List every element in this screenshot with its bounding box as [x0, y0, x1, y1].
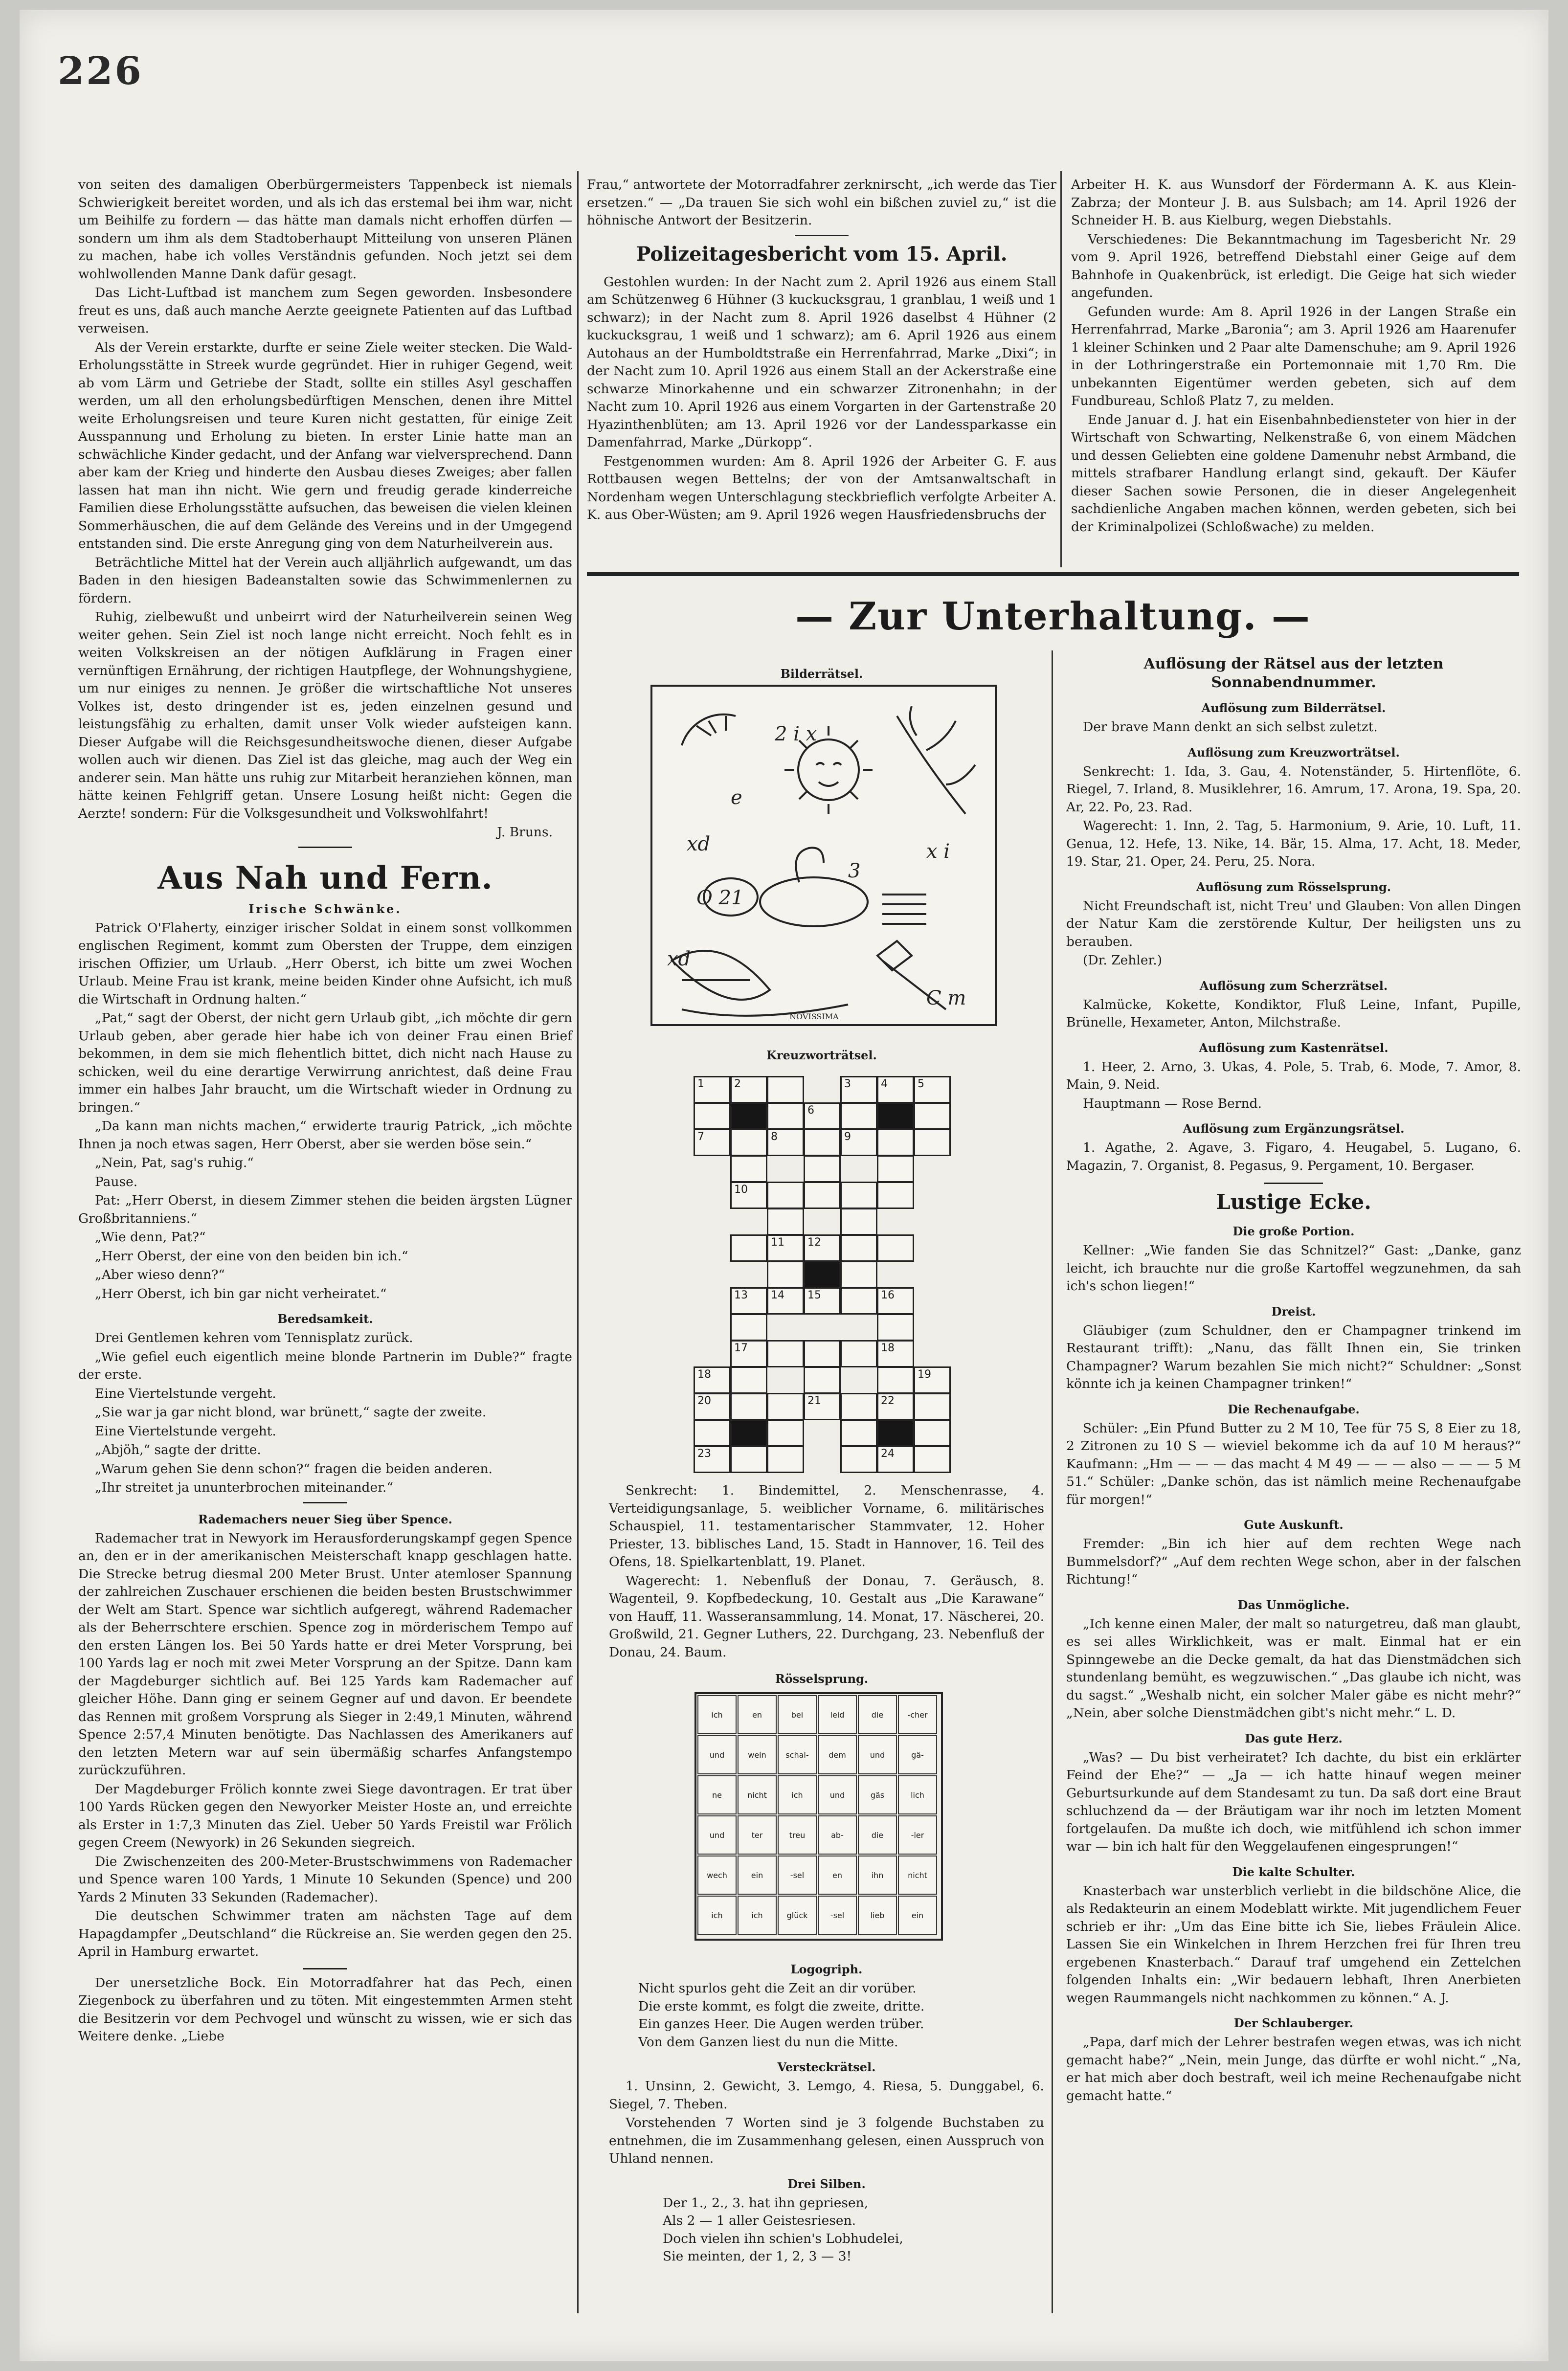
heading-aus-nah-und-fern: Aus Nah und Fern. — [157, 859, 493, 896]
versteck-hint: Vorstehenden 7 Worten sind je 3 folgende Buchstaben zu entnehmen, die im Zusammenhang gelesen, einen Ausspruch von Uhland nennen. — [609, 2115, 1044, 2166]
crossword-cell — [914, 1129, 951, 1156]
crossword-number: 14 — [771, 1289, 784, 1301]
crossword-cell — [877, 1182, 914, 1209]
crossword-number: 17 — [734, 1342, 748, 1354]
crossword-number: 6 — [807, 1104, 814, 1117]
solutions-list — [1066, 700, 1521, 1175]
beredsamkeit-paragraph: „Abjöh,“ sagte der dritte. — [95, 1442, 261, 1457]
roessel-cell: leid — [818, 1695, 857, 1734]
crossword-cell — [730, 1129, 767, 1156]
roessel-cell: glück — [778, 1896, 817, 1935]
joke-title: Dreist. — [1271, 1304, 1316, 1319]
crossword-cell — [694, 1076, 731, 1103]
rademacher-paragraph: Rademacher trat in Newyork im Herausforderungskampf gegen Spence an, den er in der amerikanischen Meisterschaft knapp geschlagen hatte. Die Strecke betrug diesmal 200 Meter Brust. Unter atemloser Spannung der zahlreichen Zuschauer erschienen die beiden besten Brustschwimmer der Welt am Start. Spence war sichtlich aufgeregt, während Rademacher als der Beherrschtere erschien. Spence zog in mörderischem Tempo auf den ersten Längen los. Bei 50 Yards hatte er drei Meter Vorsprung, bei 100 Yards lag er noch mit zwei Meter Vorsprung an der Spitze. Dann kam der Magdeburger sichtlich auf. Bei 125 Yards kam Rademacher auf gleicher Höhe. Dann ging er seinem Gegner auf und davon. Er beendete das Rennen mit großem Vorsprung als Sieger in 2:49,1 Minuten, während Spence 2:57,4 Minuten benötigte. Das Nachlassen des Amerikaners auf den letzten Metern war auf sein übermäßig scharfes Anfangstempo zurückzuführen. — [78, 1530, 572, 1778]
joke-title: Die kalte Schulter. — [1232, 1864, 1355, 1879]
crossword-cell — [767, 1446, 804, 1473]
crossword-cell — [804, 1182, 841, 1209]
crossword-number: 12 — [807, 1236, 821, 1249]
irish-paragraph: Patrick O'Flaherty, einziger irischer Soldat in einem sonst vollkommen englischen Regiment, kommt zum Obersten der Truppe, dem einzigen irischen Offizier, um Urlaub. „Herr Oberst, ich bitte um zwei Wochen Urlaub. Meine Frau ist krank, meine beiden Kinder ohne Aufsicht, ich muß die Wirtschaft in Ordnung halten.“ — [78, 920, 572, 1007]
crossword-black-cell — [804, 1261, 841, 1288]
joke-text: Gläubiger (zum Schuldner, den er Champagner trinkend im Restaurant trifft): „Nanu, das fällt Ihnen ein, Sie trinken Champagner? Warum bezahlen Sie mich nicht?“ Schuldner: „Sonst könnte ich ja keinen Champagner trinken!“ — [1066, 1322, 1521, 1391]
divider — [1264, 1183, 1323, 1184]
police-continued-paragraph: Arbeiter H. K. aus Wunsdorf der Fördermann A. K. aus Klein-Zabrza; der Monteur J. B. aus Sulsbach; am 14. April 1926 der Schneider H. B. aus Kielburg, wegen Diebstahls. — [1071, 177, 1516, 228]
roessel-cell: und — [858, 1735, 897, 1774]
crossword-cell — [804, 1234, 841, 1262]
solution-text: Kalmücke, Kokette, Kondiktor, Fluß Leine, Infant, Pupille, Brünelle, Hexameter, Anton, Milchstraße. — [1066, 997, 1521, 1030]
crossword-cell — [730, 1340, 767, 1367]
crossword-cell — [694, 1129, 731, 1156]
roessel-cell: en — [738, 1695, 777, 1734]
irish-article — [78, 919, 572, 1303]
rebus-symbol: 2 i x — [775, 723, 817, 745]
beredsamkeit-paragraph: Drei Gentlemen kehren vom Tennisplatz zurück. — [95, 1330, 413, 1345]
rebus-symbol: xd — [687, 833, 711, 855]
roessel-cell: ne — [697, 1775, 737, 1814]
crossword-cell — [804, 1340, 841, 1367]
solution-label: Auflösung zum Bilderrätsel. — [1201, 701, 1386, 715]
joke-text: „Was? — Du bist verheiratet? Ich dachte, du bist ein erklärter Feind der Ehe?“ — „Ja — ich hatte hinauf wegen meiner Geburtsurkunde auf dem Standesamt zu tun. Da saß dort eine Braut schluchzend da — der Bräutigam war ihr noch im letzten Moment fortgelaufen. Da mußte ich doch, wie mitfühlend ich schon immer war — bin ich halt für den Weggelaufenen eingesprungen!“ — [1066, 1749, 1521, 1854]
rebus-image — [650, 685, 997, 1026]
clues-down: Senkrecht: 1. Bindemittel, 2. Menschenrasse, 4. Verteidigungsanlage, 5. weiblicher Vorname, 6. militärisches Schauspiel, 11. testamentarischer Stammvater, 12. Hoher Priester, 13. biblisches Land, 15. Stadt in Hannover, 16. Teil des Ofens, 18. Spielkartenblatt, 19. Planet. — [609, 1483, 1044, 1569]
rebus-symbol: e — [731, 786, 742, 809]
drei-silben-line: Doch vielen ihn schien's Lobhudelei, — [663, 2231, 903, 2246]
crossword-cell — [840, 1393, 877, 1420]
roessel-cell: ich — [697, 1896, 737, 1935]
arc-icon — [682, 715, 736, 745]
joke-text: Schüler: „Ein Pfund Butter zu 2 M 10, Tee für 75 S, 8 Eier zu 18, 2 Zitronen zu 10 S — wieviel bekomme ich da auf 10 M heraus?“ Kaufmann: „Hm — — — das macht 4 M 49 — — — also — — — 5 M 51.“ Schüler: „Danke schön, das ist nämlich meine Rechenaufgabe für morgen!“ — [1066, 1420, 1521, 1507]
duck-icon — [760, 877, 868, 926]
crossword-cell — [694, 1366, 731, 1394]
crossword-number: 15 — [807, 1289, 821, 1301]
crossword-cell — [730, 1287, 767, 1315]
solution-text: Der brave Mann denkt an sich selbst zuletzt. — [1083, 719, 1378, 735]
police-report — [587, 273, 1056, 524]
roessel-cell: lieb — [858, 1896, 897, 1935]
roessel-cell: ab- — [818, 1815, 857, 1855]
crossword-cell — [914, 1076, 951, 1103]
roessel-cell: und — [697, 1735, 737, 1774]
solution-text: (Dr. Zehler.) — [1083, 953, 1163, 968]
crossword-cell — [730, 1393, 767, 1420]
crossword-cell — [840, 1129, 877, 1156]
heading-polizeitagesbericht: Polizeitagesbericht vom 15. April. — [636, 242, 1008, 266]
crossword-number: 18 — [881, 1342, 895, 1354]
column-rule — [1052, 650, 1053, 2313]
intro-paragraph: Beträchtliche Mittel hat der Verein auch alljährlich aufgewandt, um das Baden in den hiesigen Badeanstalten sowie das Schwimmenlernen zu fördern. — [78, 555, 572, 606]
crossword-cell — [840, 1234, 877, 1262]
crossword-number: 9 — [844, 1131, 851, 1143]
joke-title: Die große Portion. — [1232, 1224, 1355, 1238]
roesselsprung-grid — [694, 1692, 943, 1941]
crossword-black-cell — [877, 1419, 914, 1447]
crossword-cell — [914, 1102, 951, 1130]
subheading-beredsamkeit: Beredsamkeit. — [277, 1312, 373, 1326]
crossword-cell — [730, 1076, 767, 1103]
logogriph-line: Von dem Ganzen liest du nun die Mitte. — [638, 2034, 898, 2050]
roessel-cell: -sel — [818, 1896, 857, 1935]
crossword-cell — [767, 1208, 804, 1235]
crossword-grid — [669, 1076, 982, 1477]
crossword-number: 10 — [734, 1184, 748, 1196]
crossword-cell — [804, 1155, 841, 1183]
middle-column-top — [587, 176, 1056, 525]
crossword-cell — [840, 1076, 877, 1103]
solution-label: Auflösung zum Ergänzungsrätsel. — [1183, 1121, 1405, 1136]
crossword-cell — [767, 1129, 804, 1156]
roessel-cell: und — [697, 1815, 737, 1855]
crossword-number: 18 — [697, 1368, 711, 1381]
intro-signature: J. Bruns. — [497, 825, 553, 840]
crossword-cell — [767, 1076, 804, 1103]
logogriph-verse — [609, 1980, 1044, 2051]
column-rule — [577, 171, 579, 2313]
police-continued-paragraph: Verschiedenes: Die Bekanntmachung im Tagesbericht Nr. 29 vom 9. April 1926, betreffend Diebstahl einer Geige auf dem Bahnhofe in Quakenbrück, ist erledigt. Die Geige hat sich wieder angefunden. — [1071, 231, 1516, 300]
irish-paragraph: Pause. — [95, 1174, 138, 1189]
crossword-cell — [914, 1393, 951, 1420]
intro-paragraph: von seiten des damaligen Oberbürgermeisters Tappenbeck ist niemals Schwierigkeit bereitet worden, und als ich das erstemal bei ihm war, nicht um Beihilfe zu fordern — das hätte man damals nicht erhoffen dürfen — sondern um ihm als dem Stadtoberhaupt Mitteilung von unseren Plänen zu machen, habe ich volles Verständnis gefunden. Noch jetzt sei dem wohlwollenden Manne Dank dafür gesagt. — [78, 177, 572, 282]
solution-text: 1. Agathe, 2. Agave, 3. Figaro, 4. Heugabel, 5. Lugano, 6. Magazin, 7. Organist, 8. Pegasus, 9. Pergament, 10. Bergaser. — [1066, 1140, 1521, 1173]
roessel-cell: bei — [778, 1695, 817, 1734]
solution-label: Auflösung zum Kastenrätsel. — [1199, 1040, 1389, 1055]
left-column — [78, 176, 572, 2047]
rademacher-paragraph: Der Magdeburger Frölich konnte zwei Siege davontragen. Er trat über 100 Yards Rücken gegen den Newyorker Meister Hoste an, und erreichte als Erster in 1:7,3 Minuten das Ziel. Ueber 50 Yards Freistil war Frölich gegen Creem (Newyork) in 26 Sekunden siegreich. — [78, 1781, 572, 1850]
crossword-cell — [877, 1393, 914, 1420]
roessel-cell: gäs — [858, 1775, 897, 1814]
label-logogriph: Logogriph. — [790, 1962, 863, 1976]
intro-paragraph: Als der Verein erstarkte, durfte er seine Ziele weiter stecken. Die Wald-Erholungsstätte in Streek wurde gegründet. Hier in ruhiger Gegend, weit ab vom Lärm und Getriebe der Stadt, sollte ein stilles Asyl geschaffen werden, um all den erholungsbedürftigen Menschen, denen ihre Mittel weite Erholungsreisen und teure Kuren nicht gestatten, für einige Zeit Ausspannung und Erholung zu bieten. In erster Linie hatte man an schwächliche Kinder gedacht, und der Anfang war vielversprechend. Dann aber kam der Krieg und hinderte den Ausbau dieses Zweiges; aber fallen lassen hat man ihn nicht. Wie gern und freudig gerade kinderreiche Familien diese Erholungsstätte aufsuchen, das beweisen die vielen kleinen Sommerhäuschen, die auf dem Gelände des Vereins und in der Umgegend entstanden sind. Die erste Anregung ging von dem Naturheilverein aus. — [78, 339, 572, 551]
label-kreuzwortraetsel: Kreuzworträtsel. — [766, 1048, 877, 1062]
label-bilderraetsel: Bilderrätsel. — [780, 667, 863, 681]
crossword-cell — [840, 1208, 877, 1235]
roessel-cell: gä- — [898, 1735, 937, 1774]
solution-label: Auflösung zum Rösselsprung. — [1196, 879, 1391, 894]
intro-article — [78, 176, 572, 823]
roessel-cell: wech — [697, 1856, 737, 1895]
police-continued-paragraph: Ende Januar d. J. hat ein Eisenbahnbediensteter von hier in der Wirtschaft von Schwarting, Nelkenstraße 6, von einem Mädchen und dessen Geliebten eine goldene Damenuhr nebst Armband, die mittels strafbarer Handlung erlangt sind, gekauft. Der Käufer dieser Sachen sowie Personen, die in dieser Angelegenheit sachdienliche Angaben machen können, werden gebeten, sich bei der Kriminalpolizei (Schloßwache) zu melden. — [1071, 412, 1516, 535]
heading-lustige-ecke: Lustige Ecke. — [1216, 1190, 1371, 1214]
police-paragraph: Gestohlen wurden: In der Nacht zum 2. April 1926 aus einem Stall am Schützenweg 6 Hühner (3 kuckucksgrau, 1 granblau, 1 weiß und 1 schwarz); in der Nacht zum 8. April 1926 daselbst 4 Hühner (2 kuckucksgrau, 1 weiß und 1 schwarz); am 6. April 1926 aus einem Autohaus an der Humboldtstraße ein Herrenfahrrad, Marke „Dixi“; in der Nacht zum 10. April 1926 aus einem Stall an der Ackerstraße eine schwarze Minorkahenne und ein schwarzer Zitronenhahn; in der Nacht zum 10. April 1926 aus einem Vorgarten in der Gartenstraße 20 Hyazinthenblüten; am 13. April 1926 vor der Landessparkasse ein Damenfahrrad, Marke „Dürkopp“. — [587, 274, 1056, 450]
crossword-number: 5 — [918, 1078, 924, 1090]
crossword-cell — [767, 1287, 804, 1315]
roessel-cell: treu — [778, 1815, 817, 1855]
crossword-number: 20 — [697, 1395, 711, 1407]
solution-text: 1. Heer, 2. Arno, 3. Ukas, 4. Pole, 5. Trab, 6. Mode, 7. Amor, 8. Main, 9. Neid. — [1066, 1059, 1521, 1092]
newspaper-page — [20, 10, 1548, 2361]
roessel-cell: schal- — [778, 1735, 817, 1774]
police-paragraph: Festgenommen wurden: Am 8. April 1926 der Arbeiter G. F. aus Rottbausen wegen Bettelns; der von der Amtsanwaltschaft in Nordenham wegen Unterschlagung steckbrieflich verfolgte Arbeiter A. K. aus Ober-Wüsten; am 9. April 1926 wegen Hausfriedensbruchs der — [587, 453, 1056, 522]
crossword-cell — [804, 1102, 841, 1130]
branch-icon — [897, 706, 975, 814]
solution-text: Hauptmann — Rose Bernd. — [1083, 1096, 1262, 1111]
crossword-cell — [767, 1261, 804, 1288]
joke-title: Das Unmögliche. — [1237, 1597, 1350, 1612]
crossword-number: 13 — [734, 1289, 748, 1301]
crossword-cell — [804, 1366, 841, 1394]
crossword-cell — [767, 1182, 804, 1209]
crossword-cell — [840, 1182, 877, 1209]
crossword-cell — [767, 1419, 804, 1447]
subheading-irische-schwaenke: Irische Schwänke. — [248, 901, 402, 916]
crossword-number: 1 — [697, 1078, 704, 1090]
crossword-cell — [694, 1102, 731, 1130]
irish-paragraph: „Wie denn, Pat?“ — [95, 1230, 206, 1245]
crossword-cell — [840, 1287, 877, 1315]
crossword-cell — [767, 1340, 804, 1367]
closing-paragraph: Der unersetzliche Bock. Ein Motorradfahrer hat das Pech, einen Ziegenbock zu überfahren und zu töten. Mit eingestemmten Armen steht die Besitzerin vor dem Pechvogel und wünscht zu wissen, wie er sich das Weitere denke. „Liebe — [78, 1975, 572, 2044]
label-roesselsprung: Rösselsprung. — [775, 1672, 869, 1686]
beredsamkeit-paragraph: „Ihr streitet ja ununterbrochen miteinander.“ — [95, 1480, 393, 1495]
solution-text: Nicht Freundschaft ist, nicht Treu' und Glauben: Von allen Dingen der Natur Kam die zerstörende Kultur, Der heiligsten uns zu berauben. — [1066, 898, 1521, 949]
rademacher-article — [78, 1530, 572, 1961]
clues-across: Wagerecht: 1. Nebenfluß der Donau, 7. Geräusch, 8. Wagenteil, 9. Kopfbedeckung, 10. Gestalt aus „Die Karawane“ von Hauff, 11. Wasseransammlung, 14. Monat, 17. Näscherei, 20. Großwild, 21. Gegner Luthers, 22. Durchgang, 23. Nebenfluß der Donau, 24. Baum. — [609, 1573, 1044, 1660]
irish-paragraph: „Aber wieso denn?“ — [95, 1267, 225, 1282]
sun-icon — [798, 739, 859, 800]
joke-text: Fremder: „Bin ich hier auf dem rechten Wege nach Bummelsdorf?“ „Auf dem rechten Wege schon, aber in der falschen Richtung!“ — [1066, 1536, 1521, 1587]
crossword-cell — [914, 1419, 951, 1447]
logogriph-line: Ein ganzes Heer. Die Augen werden trüber. — [638, 2016, 924, 2032]
crossword-number: 3 — [844, 1078, 851, 1090]
beredsamkeit-article — [78, 1329, 572, 1497]
crossword-cell — [840, 1340, 877, 1367]
crossword-number: 11 — [771, 1236, 784, 1249]
solution-text: Senkrecht: 1. Ida, 3. Gau, 4. Notenständer, 5. Hirtenflöte, 6. Riegel, 7. Irland, 8. Musiklehrer, 16. Amrum, 17. Arona, 19. Spa, 20. Ar, 22. Po, 23. Rad. — [1066, 763, 1521, 815]
crossword-cell — [730, 1155, 767, 1183]
column-rule — [1060, 171, 1062, 567]
lustige-ecke-list — [1066, 1223, 1521, 2105]
page-number: 226 — [58, 49, 143, 93]
crossword-number: 23 — [697, 1448, 711, 1460]
joke-text: Knasterbach war unsterblich verliebt in die bildschöne Alice, die als Redakteurin an einem Modeblatt wirkte. Mit jugendlichem Feuer schrieb er ihr: „Um das Eine bitte ich Sie, liebes Fräulein Alice. Lassen Sie ein Winkelchen in Ihrem Herzchen frei für Ihren treu ergebenen Knasterbach.“ Darauf traf umgehend ein Zettelchen folgenden Inhalts ein: „Wir bedauern lebhaft, Ihren Anerbieten wegen Raummangels nicht nachkommen zu können.“ A. J. — [1066, 1883, 1521, 2006]
crossword-cell — [840, 1419, 877, 1447]
crossword-clues — [609, 1482, 1044, 1662]
joke-title: Das gute Herz. — [1245, 1731, 1343, 1745]
crossword-cell — [694, 1446, 731, 1473]
rebus-symbol: xd — [667, 948, 691, 970]
irish-paragraph: Pat: „Herr Oberst, in diesem Zimmer stehen die beiden ärgsten Lügner Großbritanniens.“ — [78, 1193, 572, 1226]
crossword-black-cell — [730, 1102, 767, 1130]
logogriph-line: Die erste kommt, es folgt die zweite, dritte. — [638, 1998, 925, 2014]
crossword-cell — [877, 1366, 914, 1394]
tick-marks — [696, 716, 726, 736]
heading-aufloesung: Auflösung der Rätsel aus der letzten Sonnabendnummer. — [1143, 655, 1444, 691]
rebus-signature: NOVISSIMA — [789, 1012, 839, 1021]
solution-text: Wagerecht: 1. Inn, 2. Tag, 5. Harmonium, 9. Arie, 10. Luft, 11. Genua, 12. Hefe, 13. Nike, 14. Bär, 15. Alma, 17. Acht, 18. Meder, 19. Star, 21. Oper, 24. Peru, 25. Nora. — [1066, 818, 1521, 869]
crossword-cell — [730, 1366, 767, 1394]
roessel-cell: ich — [778, 1775, 817, 1814]
label-versteckraetsel: Versteckrätsel. — [777, 2060, 876, 2074]
crossword-black-cell — [877, 1102, 914, 1130]
crossword-cell — [877, 1340, 914, 1367]
crossword-cell — [877, 1234, 914, 1262]
beredsamkeit-paragraph: Eine Viertelstunde vergeht. — [95, 1386, 276, 1401]
divider — [795, 235, 849, 236]
rademacher-paragraph: Die Zwischenzeiten des 200-Meter-Brustschwimmens von Rademacher und Spence waren 100 Yards, 1 Minute 10 Sekunden (Spence) und 200 Yards 2 Minuten 33 Sekunden (Rademacher). — [78, 1854, 572, 1905]
joke-text: Kellner: „Wie fanden Sie das Schnitzel?“ Gast: „Danke, ganz leicht, ich brauchte nur die große Kartoffel wegzunehmen, da sah ich's schon liegen!“ — [1066, 1243, 1521, 1294]
roessel-cell: -cher — [898, 1695, 937, 1734]
crossword-number: 21 — [807, 1395, 821, 1407]
crossword-cell — [877, 1155, 914, 1183]
drei-silben-line: Der 1., 2., 3. hat ihn gepriesen, — [663, 2195, 869, 2211]
crossword-number: 2 — [734, 1078, 741, 1090]
police-continued-paragraph: Gefunden wurde: Am 8. April 1926 in der Langen Straße ein Herrenfahrrad, Marke „Baronia“; am 3. April 1926 am Haarenufer 1 kleiner Schinken und 2 Paar alte Damenschuhe; am 9. April 1926 in der Lothringerstraße ein Portemonnaie mit 1,70 Rm. Die unbekannten Eigentümer werden gebeten, sich auf dem Fundbureau, Schloß Platz 7, zu melden. — [1071, 304, 1516, 408]
crossword-number: 16 — [881, 1289, 895, 1301]
police-report-continued — [1071, 176, 1516, 536]
crossword-cell — [877, 1287, 914, 1315]
rebus-symbol: 3 — [848, 860, 861, 882]
versteck-words: 1. Unsinn, 2. Gewicht, 3. Lemgo, 4. Riesa, 5. Dunggabel, 6. Siegel, 7. Theben. — [609, 2079, 1044, 2112]
intro-paragraph: Ruhig, zielbewußt und unbeirrt wird der Naturheilverein seinen Weg weiter gehen. Sein Ziel ist noch lange nicht erreicht. Noch fehlt es in weiten Volkskreisen an der nötigen Aufklärung in Fragen einer vernünftigen Ernährung, der richtigen Hautpflege, der Wohnungshygiene, um nur einiges zu nennen. Je größer die wirtschaftliche Not unseres Volkes ist, desto dringender ist es, jeden einzelnen gesund und leistungsfähig zu erhalten, damit unser Volk wieder aufsteigen kann. Dieser Aufgabe will die Reichsgesundheitswoche dienen, dieser Aufgabe wollen auch wir dienen. Das Ziel ist das gleiche, mag auch der Weg ein anderer sein. Man hätte uns ruhig zur Mitarbeit heranziehen können, man hätte keinen Fehlgriff getan. Unsere Losung heißt nicht: Gegen die Aerzte! sondern: Für die Volksgesundheit und Volkswohlfahrt! — [78, 609, 572, 821]
crossword-number: 19 — [918, 1368, 931, 1381]
beredsamkeit-paragraph: „Sie war ja gar nicht blond, war brünett,“ sagte der zweite. — [95, 1405, 487, 1420]
roessel-cell: ihn — [858, 1856, 897, 1895]
roessel-cell: nicht — [738, 1775, 777, 1814]
crossword-cell — [840, 1446, 877, 1473]
label-drei-silben: Drei Silben. — [787, 2176, 866, 2191]
crossword-cell — [730, 1314, 767, 1341]
divider — [303, 1968, 347, 1969]
solution-label: Auflösung zum Kreuzworträtsel. — [1187, 745, 1400, 760]
crossword-cell — [804, 1393, 841, 1420]
crossword-cell — [840, 1261, 877, 1288]
roessel-cell: dem — [818, 1735, 857, 1774]
rebus-symbol: x i — [926, 840, 950, 863]
crossword-number: 4 — [881, 1078, 888, 1090]
irish-paragraph: „Da kann man nichts machen,“ erwiderte traurig Patrick, „ich möchte Ihnen ja noch etwas sagen, Herr Oberst, aber sie werden böse sein.“ — [78, 1118, 572, 1152]
roessel-cell: ich — [697, 1695, 737, 1734]
roessel-cell: die — [858, 1815, 897, 1855]
crossword-black-cell — [730, 1419, 767, 1447]
crossword-cell — [914, 1366, 951, 1394]
joke-text: „Ich kenne einen Maler, der malt so naturgetreu, daß man glaubt, es sei alles Wirklichkeit, was er malt. Einmal hat er ein Spinngewebe an die Decke gemalt, da hat das Dienstmädchen sich stundenlang bemüht, es wegzuwischen.“ „Das glaube ich nicht, was du sagst.“ „Weshalb nicht, ein solcher Maler gäbe es nicht mehr?“ „Nein, aber solche Dienstmädchen gibt's nicht mehr.“ L. D. — [1066, 1616, 1521, 1721]
joke-text: „Papa, darf mich der Lehrer bestrafen wegen etwas, was ich nicht gemacht habe?“ „Nein, mein Junge, das dürfte er wohl nicht.“ „Na, er hat mich aber doch bestraft, weil ich meine Rechenaufgabe nicht gemacht hatte.“ — [1066, 2035, 1521, 2103]
crossword-cell — [840, 1102, 877, 1130]
logogriph-line: Nicht spurlos geht die Zeit an dir vorüber. — [638, 1981, 917, 1996]
crossword-cell — [767, 1234, 804, 1262]
middle-bottom-puzzles — [609, 1961, 1044, 2266]
joke-title: Die Rechenaufgabe. — [1228, 1402, 1360, 1416]
joke-title: Der Schlauberger. — [1233, 2016, 1354, 2030]
crossword-cell — [767, 1393, 804, 1420]
joke-title: Gute Auskunft. — [1244, 1518, 1344, 1532]
crossword-cell — [877, 1129, 914, 1156]
roessel-cell: -ler — [898, 1815, 937, 1855]
crossword-cell — [694, 1419, 731, 1447]
divider — [303, 1502, 347, 1503]
beredsamkeit-paragraph: „Wie gefiel euch eigentlich meine blonde Partnerin im Duble?“ fragte der erste. — [78, 1349, 572, 1382]
drei-silben-line: Sie meinten, der 1, 2, 3 — 3! — [663, 2249, 852, 2264]
crossword-cell — [914, 1446, 951, 1473]
roessel-cell: und — [818, 1775, 857, 1814]
roessel-cell: ein — [738, 1856, 777, 1895]
roessel-cell: -sel — [778, 1856, 817, 1895]
roessel-cell: nicht — [898, 1856, 937, 1895]
crossword-cell — [730, 1182, 767, 1209]
rebus-symbol: O 21 — [696, 887, 744, 909]
section-rule — [587, 572, 1519, 576]
crossword-cell — [804, 1129, 841, 1156]
roessel-cell: lich — [898, 1775, 937, 1814]
roessel-cell: ein — [898, 1896, 937, 1935]
rebus-drawing — [652, 687, 995, 1024]
irish-paragraph: „Pat,“ sagt der Oberst, der nicht gern Urlaub gibt, „ich möchte dir gern Urlaub geben, aber gerade hier habe ich von deiner Frau einen Brief bekommen, in dem sie mich flehentlich bittet, dich nicht nach Hause zu schicken, weil du eine derartige Verwirrung anrichtest, daß deine Frau immer ein halbes Jahr braucht, um die Wirtschaft wieder in Ordnung zu bringen.“ — [78, 1010, 572, 1115]
crossword-cell — [694, 1393, 731, 1420]
divider — [298, 847, 352, 848]
intro-paragraph: Das Licht-Luftbad ist manchem zum Segen geworden. Insbesondere freut es uns, daß auch manche Aerzte geeignete Patienten auf das Luftbad verweisen. — [78, 285, 572, 336]
roessel-cell: ich — [738, 1896, 777, 1935]
crossword-number: 22 — [881, 1395, 895, 1407]
right-column-top — [1071, 176, 1516, 537]
irish-paragraph: „Nein, Pat, sag's ruhig.“ — [95, 1155, 254, 1170]
rademacher-paragraph: Die deutschen Schwimmer traten am nächsten Tage auf dem Hapagdampfer „Deutschland“ die Rückreise an. Sie werden gegen den 25. April in Hamburg erwartet. — [78, 1908, 572, 1959]
heading-zur-unterhaltung: — Zur Unterhaltung. — — [795, 594, 1311, 639]
roessel-cell: en — [818, 1856, 857, 1895]
roessel-cell: ter — [738, 1815, 777, 1855]
crossword-cell — [877, 1314, 914, 1341]
subheading-rademacher: Rademachers neuer Sieg über Spence. — [198, 1512, 452, 1526]
irish-paragraph: „Herr Oberst, der eine von den beiden bin ich.“ — [95, 1248, 408, 1264]
rebus-symbol: C m — [926, 987, 966, 1009]
crossword-cell — [877, 1076, 914, 1103]
beredsamkeit-paragraph: Eine Viertelstunde vergeht. — [95, 1423, 276, 1439]
roessel-cell: die — [858, 1695, 897, 1734]
crossword-cell — [730, 1446, 767, 1473]
roessel-cell: wein — [738, 1735, 777, 1774]
crossword-cell — [877, 1446, 914, 1473]
solution-label: Auflösung zum Scherzrätsel. — [1199, 978, 1388, 993]
crossword-number: 8 — [771, 1131, 778, 1143]
drei-silben-verse — [609, 2194, 1044, 2266]
irish-paragraph: „Herr Oberst, ich bin gar nicht verheiratet.“ — [95, 1286, 387, 1301]
right-column-lower — [1066, 648, 1521, 2106]
crossword-cell — [804, 1287, 841, 1315]
crossword-cell — [730, 1234, 767, 1262]
beredsamkeit-paragraph: „Warum gehen Sie denn schon?“ fragen die beiden anderen. — [95, 1461, 493, 1476]
drei-silben-line: Als 2 — 1 aller Geistesriesen. — [663, 2213, 856, 2228]
crossword-number: 24 — [881, 1448, 895, 1460]
middle-top-paragraph: Frau,“ antwortete der Motorradfahrer zerknirscht, „ich werde das Tier ersetzen.“ — „Da trauen Sie sich wohl ein bißchen zuviel zu,“ ist die höhnische Antwort der Besitzerin. — [587, 177, 1056, 228]
crossword-cell — [767, 1102, 804, 1130]
crossword-number: 7 — [697, 1131, 704, 1143]
